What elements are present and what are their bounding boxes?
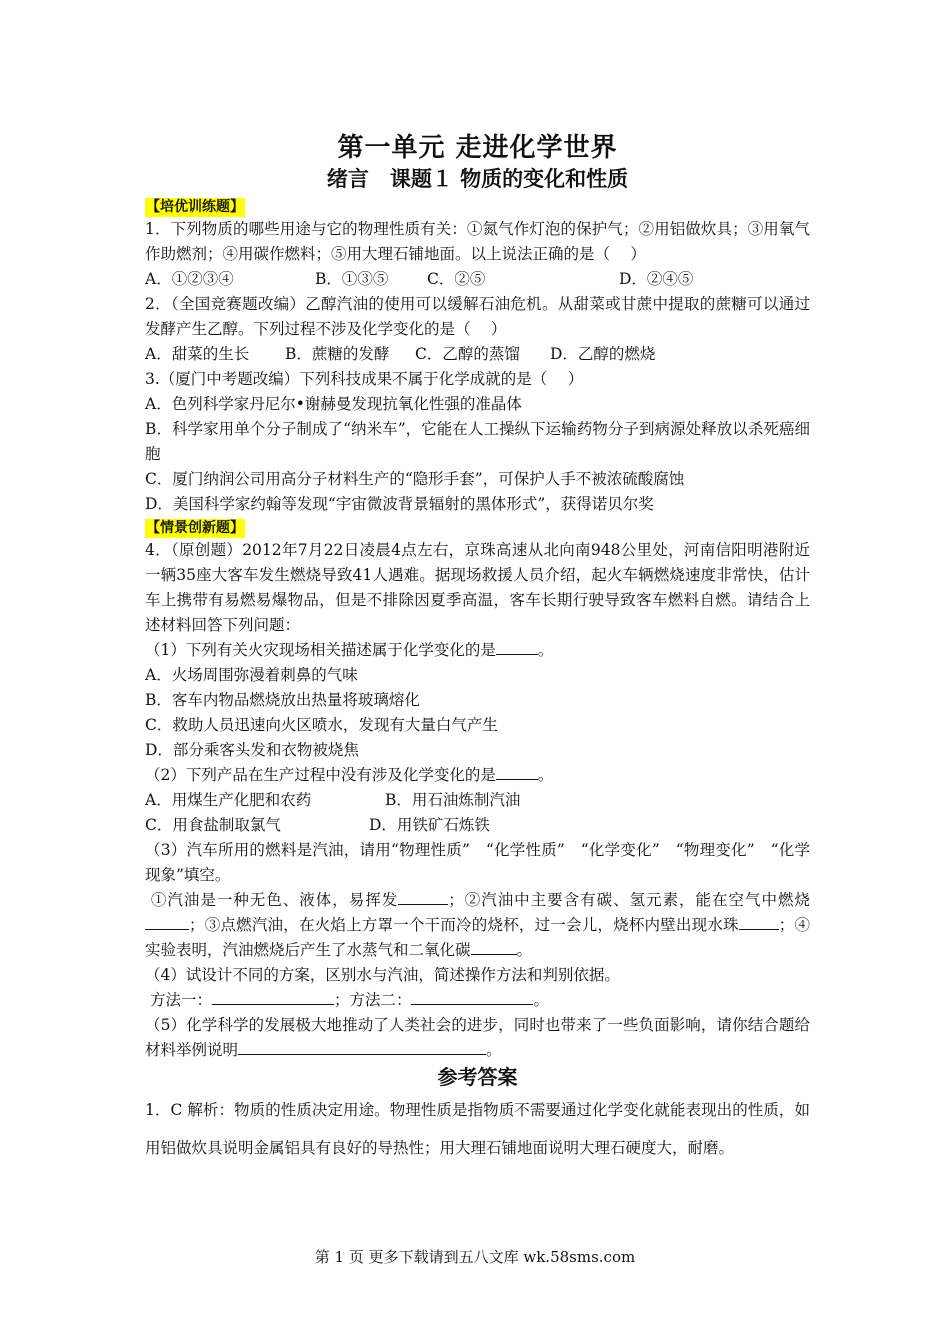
- question-4-methods: 方法一： ；方法二： 。: [145, 988, 810, 1013]
- answers-title: 参考答案: [437, 1065, 518, 1089]
- question-3-stem: 3.（厦门中考题改编）下列科技成果不属于化学成就的是（ ）: [145, 370, 584, 388]
- answer-blank[interactable]: [145, 913, 189, 930]
- page-subtitle: 绪言 课题１ 物质的变化和性质: [326, 167, 629, 191]
- option: D．用铁矿石炼铁: [369, 816, 490, 834]
- answer-blank[interactable]: [398, 888, 448, 905]
- answer-blank[interactable]: [212, 988, 334, 1005]
- document-content: [145, 128, 810, 1167]
- option: D．②④⑤: [619, 270, 694, 288]
- question-4-sub5: （5）化学科学的发展极大地推动了人类社会的进步，同时也带来了一些负面影响，请你结合题给材料举例说明 。: [145, 1016, 810, 1059]
- option: C．②⑤: [427, 270, 486, 288]
- question-4-sub2-options-row2: [145, 813, 810, 838]
- answer-blank[interactable]: [238, 1038, 486, 1055]
- option: B．科学家用单个分子制成了“纳米车”，它能在人工操纵下运输药物分子到病源处释放以杀死癌细胞: [145, 420, 810, 463]
- question-2-stem: 2．（全国竞赛题改编）乙醇汽油的使用可以缓解石油危机。从甜菜或甘蔗中提取的蔗糖可以通过发酵产生乙醇。下列过程不涉及化学变化的是（ ）: [145, 295, 810, 338]
- question-4-sub2: （2）下列产品在生产过程中没有涉及化学变化的是 。: [145, 763, 810, 788]
- answer-blank[interactable]: [471, 938, 517, 955]
- question-4-stem: 4．（原创题）2012年7月22日凌晨4点左右，京珠高速从北向南948公里处，河南信阳明港附近一辆35座大客车发生燃烧导致41人遇难。据现场救援人员介绍，起火车辆燃烧速度非常快，估计车上携带有易燃易爆物品，但是不排除因夏季高温，客车长期行驶导致客车燃料自燃。请结合上述材料回答下列问题：: [145, 541, 810, 634]
- option: C．救助人员迅速向火区喷水，发现有大量白气产生: [145, 716, 498, 734]
- question-1-stem: 1．下列物质的哪些用途与它的物理性质有关：①氮气作灯泡的保护气；②用铝做炊具；③用氧气作助燃剂；④用碳作燃料；⑤用大理石铺地面。以上说法正确的是（ ）: [145, 220, 810, 263]
- answer-blank[interactable]: [496, 638, 538, 655]
- option: A．用煤生产化肥和农药: [145, 791, 312, 809]
- question-1-options: [145, 267, 810, 292]
- option: D．部分乘客头发和衣物被烧焦: [145, 741, 359, 759]
- answer-1: 1．C 解析：物质的性质决定用途。物理性质是指物质不需要通过化学变化就能表现出的性质，如用铝做炊具说明金属铝具有良好的导热性；用大理石铺地面说明大理石硬度大，耐磨。: [145, 1101, 810, 1157]
- option: B．蔗糖的发酵: [285, 345, 390, 363]
- page-footer: 第 1 页 更多下载请到五八文库 wk.58sms.com: [314, 1248, 636, 1266]
- option: A．甜菜的生长: [145, 345, 250, 363]
- option: B．客车内物品燃烧放出热量将玻璃熔化: [145, 691, 420, 709]
- answer-blank[interactable]: [411, 988, 533, 1005]
- option: C．用食盐制取氯气: [145, 816, 281, 834]
- question-4-sub2-options-row1: [145, 788, 810, 813]
- page-title: 第一单元 走进化学世界: [337, 133, 618, 163]
- option: B．①③⑤: [315, 270, 389, 288]
- option: A．①②③④: [145, 270, 234, 288]
- option: B．用石油炼制汽油: [385, 791, 521, 809]
- section-tag-training: 【培优训练题】: [146, 199, 244, 215]
- question-4-sub1: （1）下列有关火灾现场相关描述属于化学变化的是 。: [145, 638, 810, 663]
- section-tag-scenario: 【情景创新题】: [146, 520, 244, 536]
- option: D．美国科学家约翰等发现“宇宙微波背景辐射的黑体形式”，获得诺贝尔奖: [145, 495, 654, 513]
- answer-blank[interactable]: [739, 913, 779, 930]
- question-2-options: [145, 342, 810, 367]
- option: C．乙醇的蒸馏: [415, 345, 520, 363]
- question-4-sub3: （3）汽车所用的燃料是汽油，请用“物理性质” “化学性质” “化学变化” “物理变化” “化学现象”填空。: [145, 841, 810, 884]
- question-4-sub4: （4）试设计不同的方案，区别水与汽油，简述操作方法和判别依据。: [145, 966, 620, 984]
- option: D．乙醇的燃烧: [550, 345, 656, 363]
- question-4-sub3-fill: ①汽油是一种无色、液体，易挥发 ；②汽油中主要含有碳、氢元素，能在空气中燃烧；③点燃汽油，在火焰上方罩一个干而冷的烧杯，过一会儿，烧杯内壁出现水珠 ；④实验表明，汽油燃烧后产生了水蒸气和二氧化碳 。: [145, 888, 810, 963]
- option: C．厦门纳润公司用高分子材料生产的“隐形手套”，可保护人手不被浓硫酸腐蚀: [145, 470, 685, 488]
- answer-blank[interactable]: [496, 763, 538, 780]
- option: A．火场周围弥漫着刺鼻的气味: [145, 666, 358, 684]
- option: A．色列科学家丹尼尔•谢赫曼发现抗氧化性强的准晶体: [145, 395, 522, 413]
